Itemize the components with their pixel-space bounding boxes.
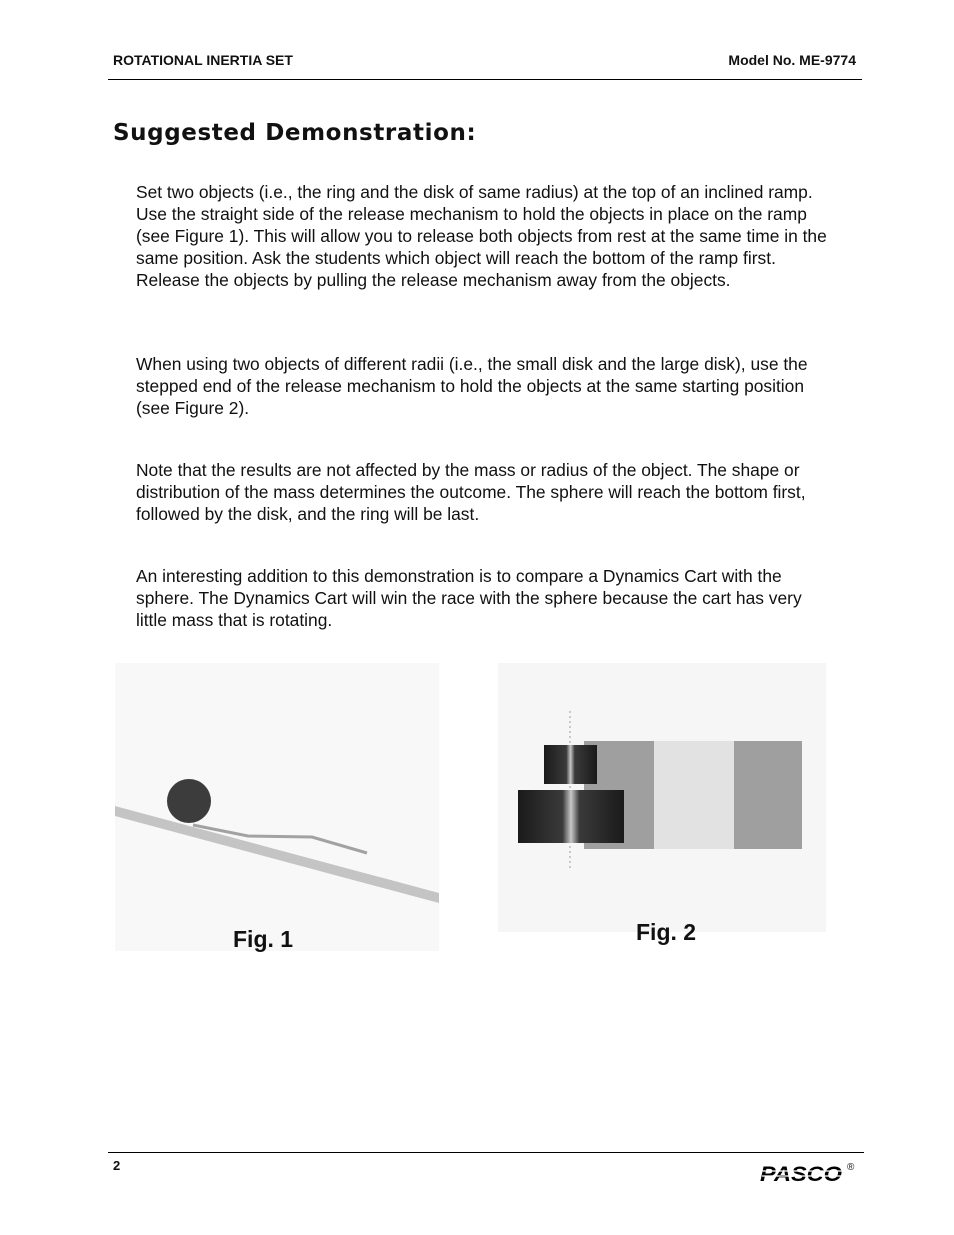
cart-body-middle — [654, 741, 734, 849]
small-disk — [544, 745, 597, 784]
figure-2-drawing — [498, 663, 826, 932]
paragraph-dynamics-cart: An interesting addition to this demonstration is to compare a Dynamics Cart with the sphere. The Dynamics Cart will win the race with the sphere because the cart has very little mass that is rotating. — [136, 566, 802, 630]
figure-2-label: Fig. 2 — [636, 919, 697, 945]
figure-1-drawing — [115, 663, 439, 951]
paragraph-results-note: Note that the results are not affected by the mass or radius of the object. The shape or distribution of the mass determines the outcome. The sphere will reach the bottom first, followed by the disk, and the ring will be last. — [136, 460, 806, 524]
sphere — [167, 779, 211, 823]
page-number: 2 — [113, 1158, 121, 1173]
footer-rule — [108, 1152, 864, 1153]
header-model-number: Model No. ME-9774 — [728, 52, 856, 68]
pasco-logo — [758, 1163, 846, 1185]
figure-1-label: Fig. 1 — [233, 926, 294, 952]
registered-mark: ® — [847, 1162, 855, 1173]
paragraph-ring-and-disk: Set two objects (i.e., the ring and the disk of same radius) at the top of an inclined ramp. Use the straight side of the release mechanism to hold the objects in place on the ramp (see Figure 1). This will allow you to release both objects from rest at the same time in the same position. Ask the students which object will reach the bottom of the ramp first. Release the objects by pulling the release mechanism away from the objects. — [136, 182, 827, 290]
ramp — [115, 806, 439, 903]
svg-text:PASCO: PASCO — [760, 1163, 842, 1185]
paragraph-different-radii: When using two objects of different radii (i.e., the small disk and the large disk), use the stepped end of the release mechanism to hold the objects at the same starting position (see Figure 2). — [136, 354, 808, 418]
header-title: ROTATIONAL INERTIA SET — [113, 52, 293, 68]
figure-2-stepped-release — [498, 663, 826, 932]
section-title: Suggested Demonstration: — [113, 120, 477, 146]
cart-body-right — [734, 741, 802, 849]
header-rule — [108, 79, 862, 80]
figure-1-inclined-ramp — [115, 663, 439, 951]
large-disk — [518, 790, 624, 843]
